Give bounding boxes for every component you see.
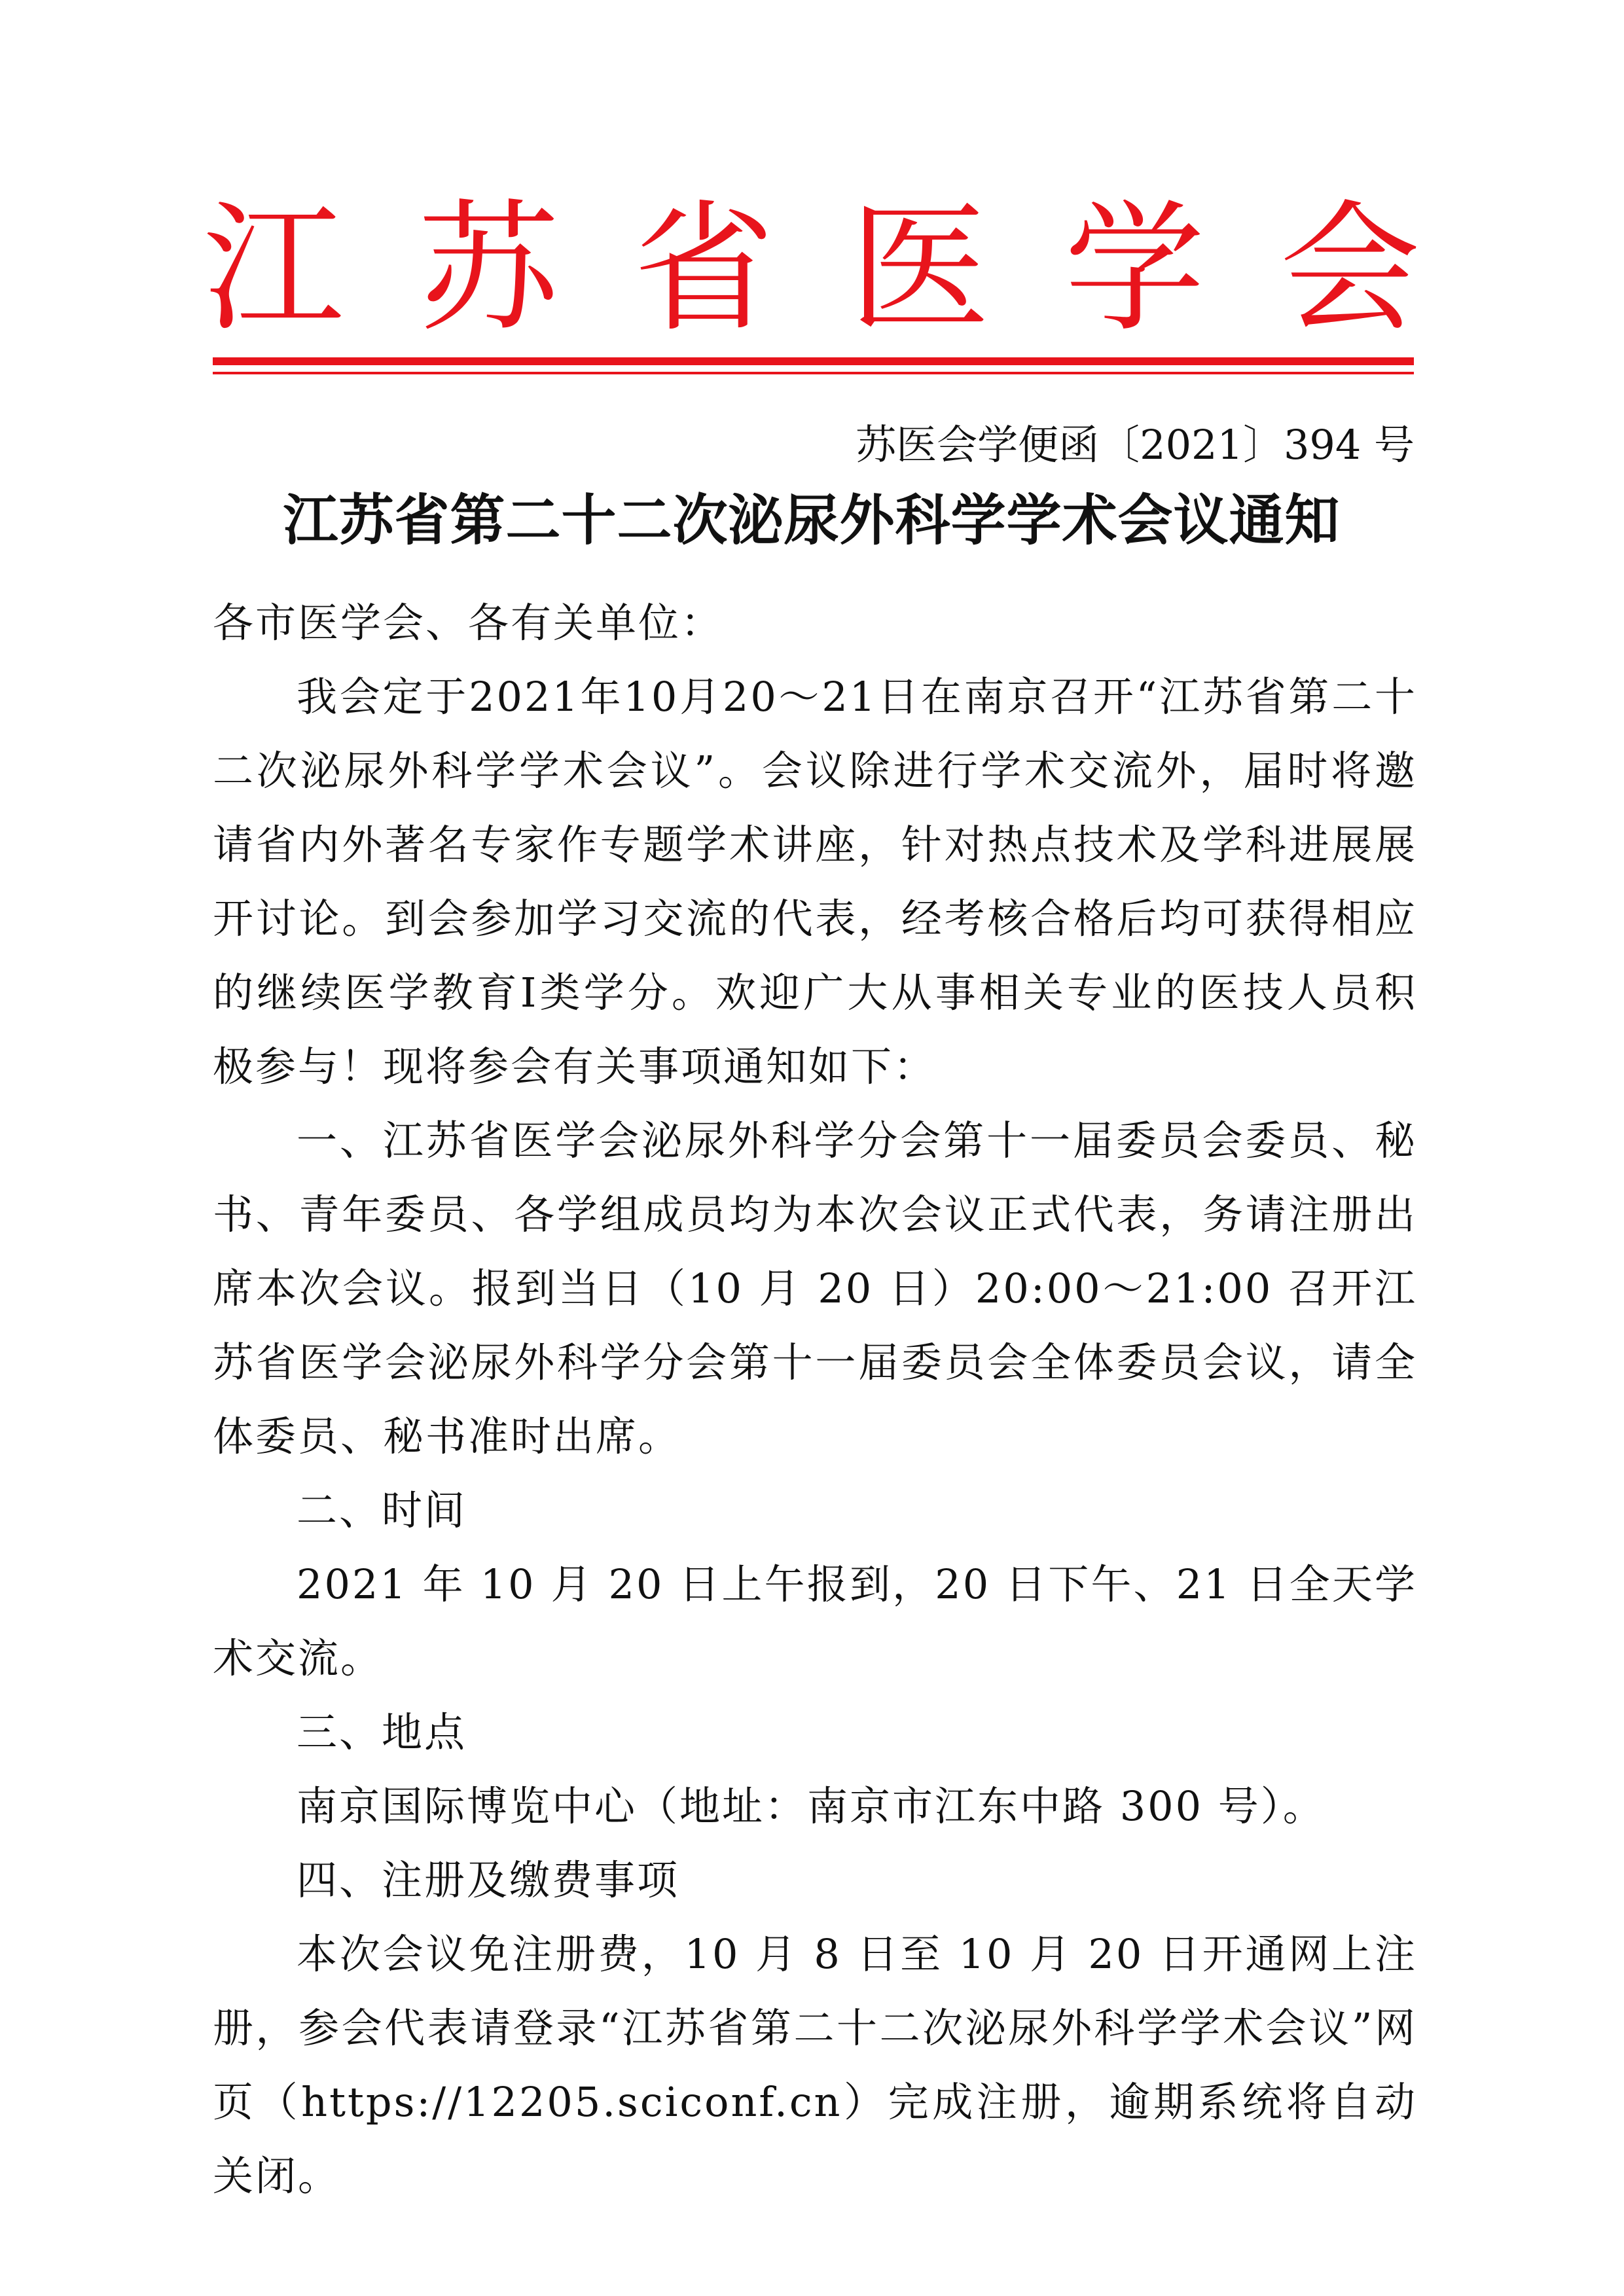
section-heading-registration: 四、注册及缴费事项 (297, 1856, 680, 1904)
paragraph-intro: 我会定于2021年10月20～21日在南京召开“江苏省第二十二次泌尿外科学学术会议”。会议除进行学术交流外，届时将邀请省内外著名专家作专题学术讲座，针对热点技术及学科进展展开讨论。到会参加学习交流的代表，经考核合格后均可获得相应的继续医学教育I类学分。欢迎广大从事相关专业的医技人员积极参与！现将参会有关事项通知如下： (213, 673, 1417, 1090)
letterhead-title (203, 177, 1420, 360)
letterhead-char: 江 (203, 186, 344, 351)
letterhead-char: 会 (1280, 186, 1420, 351)
salutation: 各市医学会、各有关单位： (213, 599, 724, 647)
document-number: 苏医会学便函〔2021〕394 号 (856, 421, 1415, 469)
letterhead-char: 学 (1064, 186, 1205, 351)
paragraph-location: 南京国际博览中心（地址：南京市江东中路 300 号）。 (297, 1782, 1326, 1830)
paragraph-section-1: 一、江苏省医学会泌尿外科学分会第十一届委员会委员、秘书、青年委员、各学组成员均为本次会议正式代表，务请注册出席本次会议。报到当日（10 月 20 日）20:00～21:00 召开江苏省医学会泌尿外科学分会第十一届委员会全体委员会议，请全体委员、秘书准时出席。 (213, 1117, 1417, 1460)
document-body (213, 586, 1417, 2213)
letterhead-char: 医 (849, 186, 990, 351)
paragraph-time: 2021 年 10 月 20 日上午报到，20 日下午、21 日全天学术交流。 (213, 1560, 1417, 1682)
letterhead-char: 苏 (418, 186, 559, 351)
letterhead-divider-thick (213, 357, 1414, 365)
letterhead-char: 省 (634, 186, 774, 351)
letterhead-divider-thin (213, 372, 1414, 374)
paragraph-registration: 本次会议免注册费，10 月 8 日至 10 月 20 日开通网上注册，参会代表请登录“江苏省第二十二次泌尿外科学学术会议”网页（https://12205.sciconf.cn）完成注册，逾期系统将自动关闭。 (213, 1930, 1417, 2200)
section-heading-location: 三、地点 (297, 1708, 467, 1756)
section-heading-time: 二、时间 (297, 1486, 467, 1534)
document-title: 江苏省第二十二次泌尿外科学学术会议通知 (283, 488, 1341, 552)
